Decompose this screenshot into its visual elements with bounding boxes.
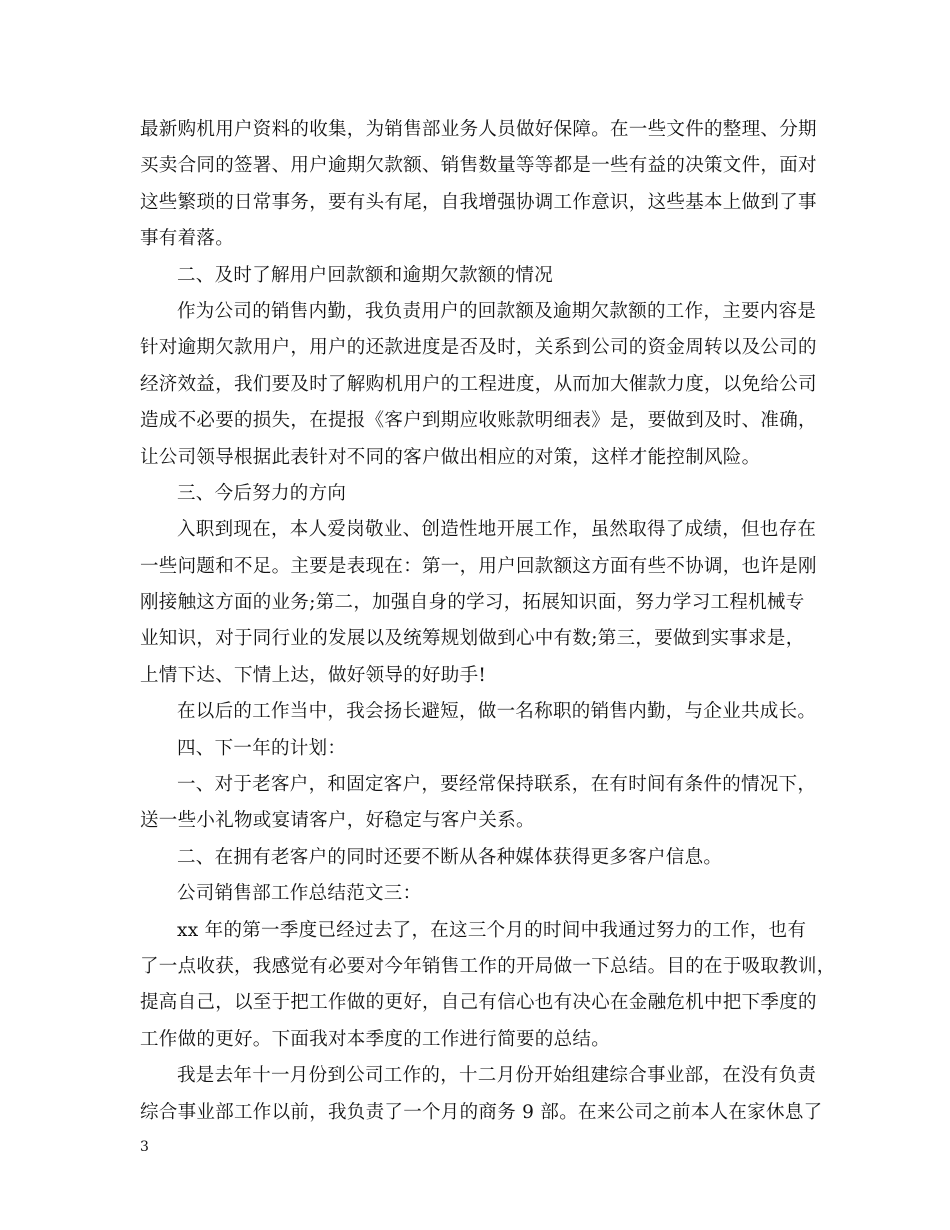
text-line: 针对逾期欠款用户，用户的还款进度是否及时，关系到公司的资金周转以及公司的: [140, 337, 817, 359]
text-line: 二、在拥有老客户的同时还要不断从各种媒体获得更多客户信息。: [177, 846, 723, 868]
text-line: 一、对于老客户，和固定客户，要经常保持联系，在有时间有条件的情况下，: [177, 774, 817, 796]
text-line: 造成不必要的损失，在提报《客户到期应收账款明细表》是，要做到及时、准确，: [140, 410, 817, 432]
text-line: 四、下一年的计划：: [177, 737, 347, 759]
text-line: 经济效益，我们要及时了解购机用户的工程进度，从而加大催款力度，以免给公司: [140, 373, 817, 395]
text-line: 最新购机用户资料的收集，为销售部业务人员做好保障。在一些文件的整理、分期: [140, 119, 817, 140]
text-line: 提高自己，以至于把工作做的更好，自己有信心也有决心在金融危机中把下季度的: [140, 992, 817, 1014]
text-line: 二、及时了解用户回款额和逾期欠款额的情况: [177, 264, 554, 286]
text-line: 刚接触这方面的业务;第二，加强自身的学习，拓展知识面，努力学习工程机械专: [140, 592, 805, 614]
text-line: 买卖合同的签署、用户逾期欠款额、销售数量等等都是一些有益的决策文件，面对: [140, 155, 817, 177]
text-line: 公司销售部工作总结范文三：: [177, 883, 422, 905]
document-body: [140, 112, 836, 1131]
text-line: 送一些小礼物或宴请客户，好稳定与客户关系。: [140, 810, 535, 832]
text-line: xx 年的第一季度已经过去了，在这三个月的时间中我通过努力的工作，也有: [177, 919, 807, 941]
text-line: 了一点收获，我感觉有必要对今年销售工作的开局做一下总结。目的在于吸取教训，: [140, 955, 836, 977]
text-line: 三、今后努力的方向: [177, 482, 347, 504]
text-line: 一些问题和不足。主要是表现在：第一，用户回款额这方面有些不协调，也许是刚: [140, 555, 817, 577]
text-line: 事有着落。: [140, 228, 235, 250]
text-line: 作为公司的销售内勤，我负责用户的回款额及逾期欠款额的工作，主要内容是: [177, 300, 817, 322]
text-line: 我是去年十一月份到公司工作的，十二月份开始组建综合事业部，在没有负责: [177, 1065, 817, 1087]
text-line: 让公司领导根据此表针对不同的客户做出相应的对策，这样才能控制风险。: [140, 446, 761, 468]
text-line: 这些繁琐的日常事务，要有头有尾，自我增强协调工作意识，这些基本上做到了事: [140, 191, 817, 213]
text-line: 入职到现在，本人爱岗敬业、创造性地开展工作，虽然取得了成绩，但也存在: [177, 519, 817, 541]
text-line: 综合事业部工作以前，我负责了一个月的商务 9 部。在来公司之前本人在家休息了: [140, 1101, 823, 1123]
text-line: 业知识，对于同行业的发展以及统筹规划做到心中有数;第三，要做到实事求是，: [140, 628, 805, 650]
text-line: 上情下达、下情上达，做好领导的好助手!: [140, 664, 487, 686]
page-number: 3: [140, 1139, 149, 1155]
text-line: 在以后的工作当中，我会扬长避短，做一名称职的销售内勤，与企业共成长。: [177, 701, 817, 723]
text-line: 工作做的更好。下面我对本季度的工作进行简要的总结。: [140, 1028, 611, 1050]
